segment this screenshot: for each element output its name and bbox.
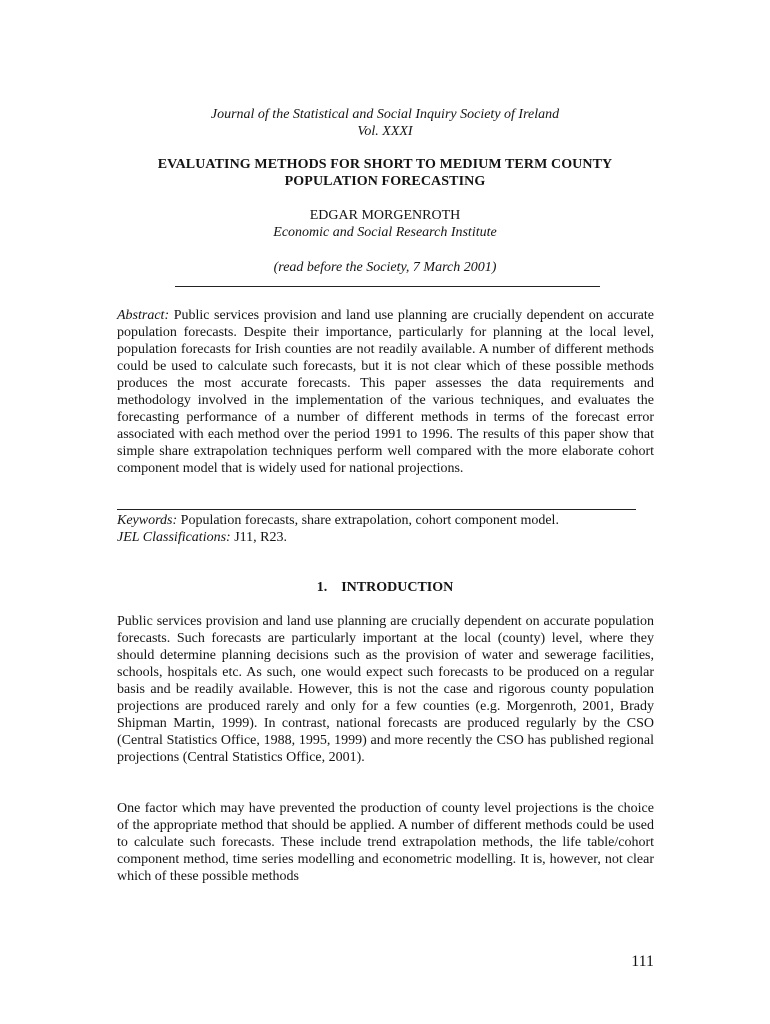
- abstract: [117, 307, 654, 477]
- journal-header: [0, 106, 770, 140]
- keywords-text: Population forecasts, share extrapolation, cohort component model.: [180, 513, 559, 528]
- read-note: (read before the Society, 7 March 2001): [273, 260, 497, 275]
- journal-volume: Vol. XXXI: [357, 124, 413, 139]
- intro-paragraph-1: Public services provision and land use planning are crucially dependent on accurate population forecasts. Such forecasts are particularly important at the local (county) level, where they should determine planning decisions such as the provision of water and sewerage facilities, schools, hospitals etc. As such, one would expect such forecasts to be produced on a regular basis and be readily available. However, this is not the case and rigorous county population projections are produced rarely and only for a few counties (e.g. Morgenroth, 2001, Brady Shipman Martin, 1999). In contrast, national forecasts are produced regularly by the CSO (Central Statistics Office, 1988, 1995, 1999) and more recently the CSO has published regional projections (Central Statistics Office, 2001).: [117, 614, 654, 765]
- abstract-label: Abstract:: [117, 308, 170, 323]
- jel-text: J11, R23.: [234, 530, 287, 545]
- paper-title: [0, 156, 770, 190]
- jel-line: [117, 529, 654, 546]
- jel-label: JEL Classifications:: [117, 530, 231, 545]
- abstract-text: Public services provision and land use planning are crucially dependent on accurate population forecasts. Despite their importance, particularly for planning at the local level, population forecasts for Irish counties are not readily available. A number of different methods could be used to calculate such forecasts, but it is not clear which of these possible methods produces the most accurate forecasts. This paper assesses the data requirements and methodology involved in the implementation of the various techniques, and evaluates the forecasting performance of a number of different methods in terms of the forecast error associated with each method over the period 1991 to 1996. The results of this paper show that simple share extrapolation techniques perform well compared with the more elaborate cohort component model that is widely used for national projections.: [117, 308, 654, 476]
- paper-title-line1: EVALUATING METHODS FOR SHORT TO MEDIUM TERM COUNTY: [157, 157, 613, 172]
- section-title: INTRODUCTION: [341, 580, 454, 595]
- intro-paragraph-2: One factor which may have prevented the production of county level projections is the choice of the appropriate method that should be applied. A number of different methods could be used to calculate such forecasts. These include trend extrapolation methods, the life table/cohort component method, time series modelling and econometric modelling. It is, however, not clear which of these possible methods: [117, 801, 654, 884]
- author-name: EDGAR MORGENROTH: [309, 208, 461, 223]
- journal-name: Journal of the Statistical and Social Inquiry Society of Ireland: [210, 107, 560, 122]
- section-number: 1.: [316, 580, 328, 595]
- page-number: 111: [631, 953, 654, 970]
- author-block: [0, 207, 770, 241]
- keywords-label: Keywords:: [117, 513, 178, 528]
- divider-abstract: [117, 509, 636, 510]
- paper-title-line2: POPULATION FORECASTING: [284, 174, 486, 189]
- divider-top: [175, 286, 600, 287]
- section-heading: [0, 579, 770, 596]
- author-affiliation: Economic and Social Research Institute: [273, 225, 497, 240]
- keywords-line: [117, 512, 654, 529]
